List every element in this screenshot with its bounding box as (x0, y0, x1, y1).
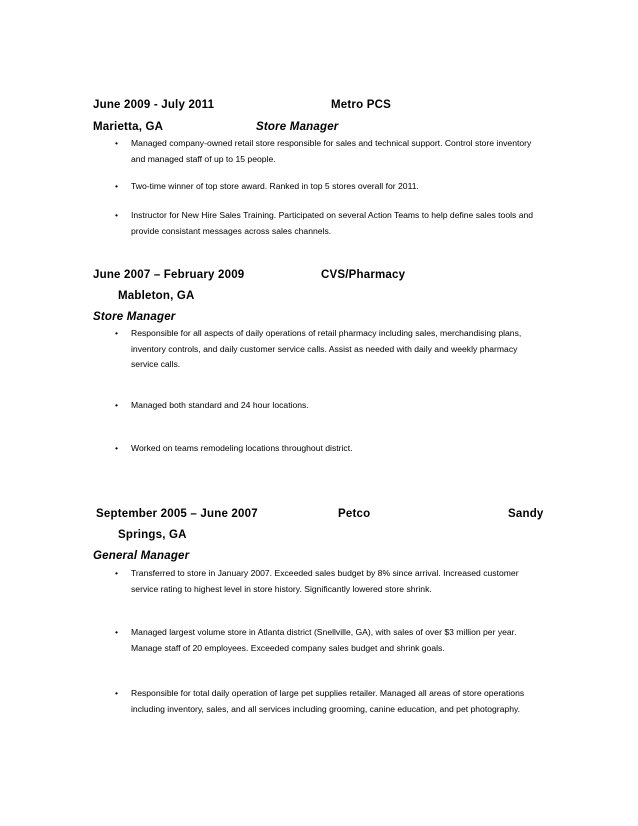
bullet-icon: • (115, 568, 119, 578)
job3-dates: September 2005 – June 2007 (96, 508, 258, 520)
job3-location-part1: Sandy (508, 508, 544, 520)
job1-bullet-2: Two-time winner of top store award. Ranked in top 5 stores overall for 2011. (131, 181, 419, 191)
job3-title: General Manager (93, 550, 190, 562)
job1-title: Store Manager (256, 121, 339, 133)
job2-title: Store Manager (93, 311, 176, 323)
job1-dates: June 2009 - July 2011 (93, 99, 215, 111)
bullet-icon: • (115, 400, 119, 410)
bullet-icon: • (115, 210, 119, 220)
job3-company: Petco (338, 508, 371, 520)
bullet-icon: • (115, 181, 119, 191)
bullet-icon: • (115, 443, 119, 453)
job1-location: Marietta, GA (93, 121, 164, 133)
job3-bullet-2: Managed largest volume store in Atlanta district (Snellville, GA), with sales of over $3 million per year. Manage staff of 20 employees. Exceeded company sales budget and shrink goals. (131, 627, 517, 653)
job2-company: CVS/Pharmacy (321, 269, 406, 281)
bullet-icon: • (115, 328, 119, 338)
job1-bullet-3: Instructor for New Hire Sales Training. Participated on several Action Teams to help define sales tools and provide consistant messages across sales channels. (131, 210, 534, 236)
job2-location: Mableton, GA (118, 290, 195, 302)
job3-bullet-1: Transferred to store in January 2007. Exceeded sales budget by 8% since arrival. Increased customer service rating to highest level in store history. Significantly lowered store shrink. (131, 568, 519, 594)
bullet-icon: • (115, 688, 119, 698)
bullet-icon: • (115, 138, 119, 148)
job1-bullet-1: Managed company-owned retail store responsible for sales and technical support. Control store inventory and managed staff of up to 15 people. (131, 138, 532, 164)
job2-bullet-3: Worked on teams remodeling locations throughout district. (131, 443, 353, 453)
job2-dates: June 2007 – February 2009 (93, 269, 245, 281)
job3-bullet-3: Responsible for total daily operation of large pet supplies retailer. Managed all areas of store operations including inventory, sales, and all services including grooming, canine education, and pet photography. (131, 688, 525, 714)
job2-bullet-1: Responsible for all aspects of daily operations of retail pharmacy including sales, merchandising plans, inventory controls, and daily customer service calls. Assist as needed with daily and weekly pharmacy service calls. (131, 328, 522, 369)
job2-bullet-2: Managed both standard and 24 hour locations. (131, 400, 309, 410)
job3-location-part2: Springs, GA (118, 529, 187, 541)
job1-company: Metro PCS (331, 99, 391, 111)
bullet-icon: • (115, 627, 119, 637)
